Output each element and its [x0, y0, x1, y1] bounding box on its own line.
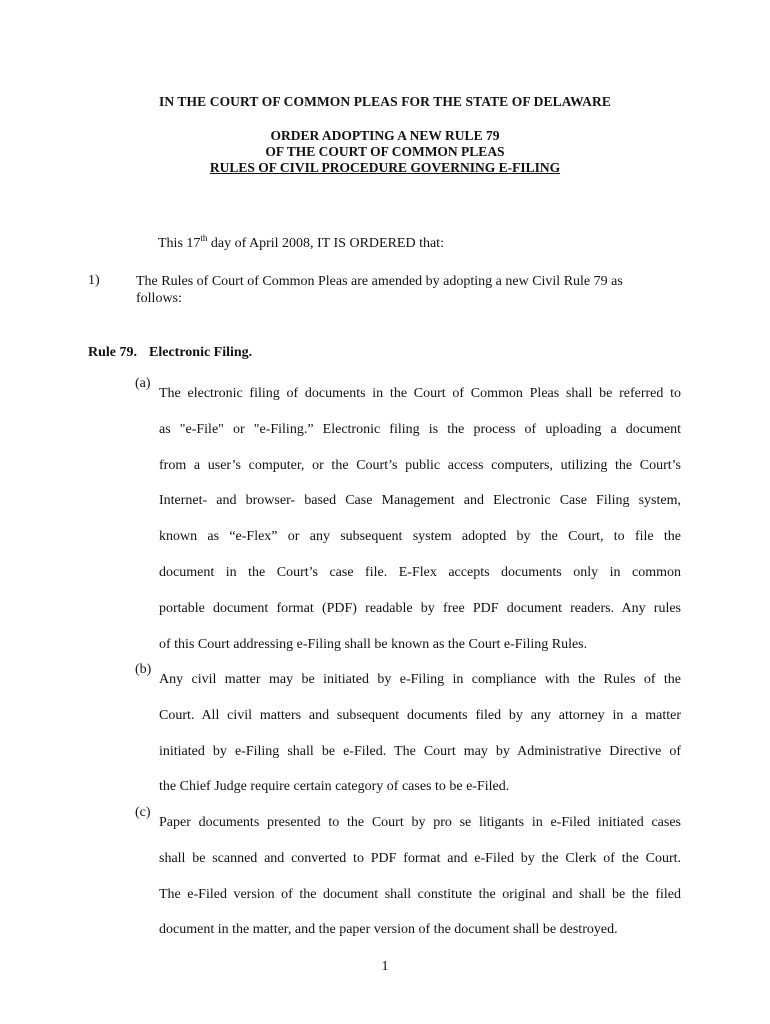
paragraph-line: portable document format (PDF) readable by free PDF document readers. Any rules: [159, 600, 681, 616]
order-title-block: [0, 128, 770, 176]
paragraph-line: initiated by e-Filing shall be e-Filed. The Court may by Administrative Directive of: [159, 743, 681, 759]
paragraph-line: document in the matter, and the paper version of the document shall be destroyed.: [159, 922, 618, 938]
rule-title: Electronic Filing.: [149, 345, 253, 360]
paragraph-line: Court. All civil matters and subsequent documents filed by any attorney in a matter: [159, 707, 681, 723]
order-title-line-2: OF THE COURT OF COMMON PLEAS: [265, 144, 505, 159]
paragraph-label: (b): [135, 662, 152, 677]
paragraph-line: The electronic filing of documents in the Court of Common Pleas shall be referred to: [159, 386, 681, 401]
paragraph-label: (c): [135, 805, 151, 820]
item-text: [136, 273, 676, 307]
order-title-line-1: ORDER ADOPTING A NEW RULE 79: [270, 128, 500, 143]
paragraph-line: of this Court addressing e-Filing shall be known as the Court e-Filing Rules.: [159, 636, 588, 652]
paragraph-line: known as “e-Flex” or any subsequent system adopted by the Court, to file the: [159, 529, 681, 545]
paragraph-line: shall be scanned and converted to PDF format and e-Filed by the Clerk of the Court.: [159, 850, 681, 866]
rule-number: Rule 79.: [88, 345, 137, 360]
paragraph-line: Any civil matter may be initiated by e-Filing in compliance with the Rules of the: [159, 672, 681, 687]
paragraph-line: from a user’s computer, or the Court’s public access computers, utilizing the Court’s: [159, 457, 681, 473]
order-intro: [158, 233, 444, 252]
paragraph-line: as "e-File" or "e-Filing.” Electronic filing is the process of uploading a document: [159, 421, 681, 437]
paragraph-text: [159, 376, 681, 662]
paragraph-label: (a): [135, 376, 151, 391]
paragraph-text: [159, 662, 681, 805]
paragraph-text: [159, 805, 681, 948]
item-text-line-1: The Rules of Court of Common Pleas are amended by adopting a new Civil Rule 79 as: [136, 274, 623, 289]
intro-suffix: day of April 2008, IT IS ORDERED that:: [207, 236, 444, 251]
paragraph-line: Internet- and browser- based Case Management and Electronic Case Filing system,: [159, 493, 681, 509]
item-number: 1): [88, 273, 100, 288]
court-heading: IN THE COURT OF COMMON PLEAS FOR THE STATE OF DELAWARE: [159, 94, 611, 109]
paragraph-line: The e-Filed version of the document shall constitute the original and shall be the filed: [159, 886, 681, 902]
paragraph-line: document in the Court’s case file. E-Flex accepts documents only in common: [159, 564, 681, 580]
paragraph-line: Paper documents presented to the Court by pro se litigants in e-Filed initiated cases: [159, 815, 681, 830]
paragraph-line: the Chief Judge require certain category of cases to be e-Filed.: [159, 779, 510, 795]
item-text-line-2: follows:: [136, 291, 182, 306]
intro-prefix: This 17: [158, 236, 201, 251]
rule-heading: [88, 345, 252, 361]
page-number: 1: [381, 959, 389, 974]
order-title-line-3: RULES OF CIVIL PROCEDURE GOVERNING E-FILING: [209, 160, 561, 175]
intro-superscript: th: [200, 233, 208, 243]
